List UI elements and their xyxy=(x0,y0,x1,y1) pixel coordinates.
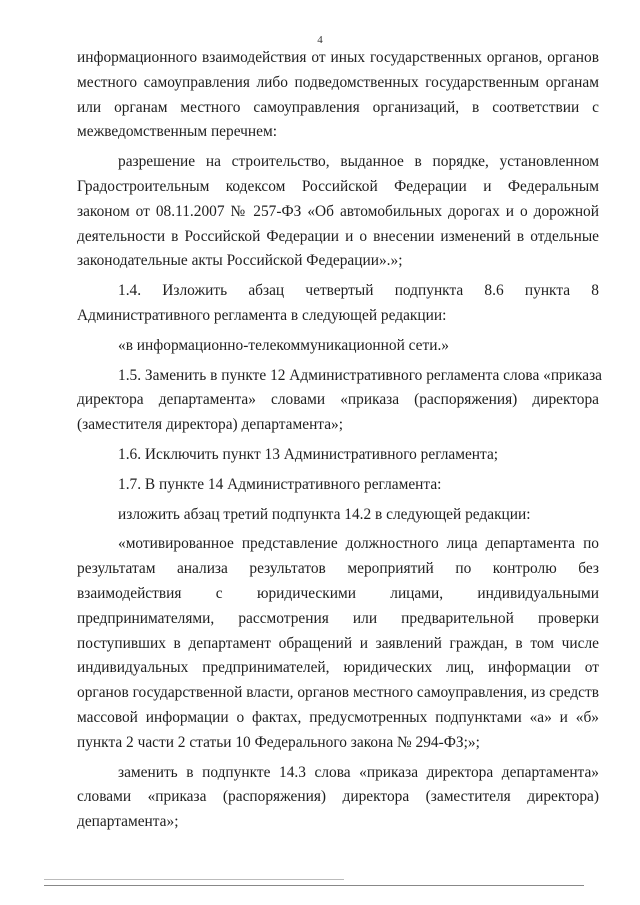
text-line: «в информационно-телекоммуникационной сети.» xyxy=(118,336,450,354)
text-line: законом от 08.11.2007 № 257-ФЗ «Об автомобильных дорогах и о дорожной xyxy=(77,202,599,220)
text-line: 1.4. Изложить абзац четвертый подпункта 8.6 пункта 8 xyxy=(118,282,599,300)
paragraph xyxy=(77,279,599,329)
text-line: местного самоуправления либо подведомственных государственным органам xyxy=(77,73,599,91)
text-line: 1.5. Заменить в пункте 12 Административного регламента слова «приказа xyxy=(118,366,602,384)
text-line: «мотивированное представление должностного лица департамента по xyxy=(118,535,599,553)
footer-divider xyxy=(44,885,584,886)
text-line: массовой информации о фактах, предусмотренных подпунктами «а» и «б» xyxy=(77,708,599,726)
footer-divider xyxy=(44,879,344,880)
text-line: результатам анализа результатов мероприятий по контролю без xyxy=(77,560,599,578)
paragraph xyxy=(77,364,602,438)
text-line: директора департамента» словами «приказа (распоряжения) директора xyxy=(77,391,599,409)
text-line: предпринимателями, рассмотрения или предварительной проверки xyxy=(77,609,599,627)
text-line: заменить в подпункте 14.3 слова «приказа директора департамента» xyxy=(118,763,599,781)
text-line: деятельности в Российской Федерации и о внесении изменений в отдельные xyxy=(77,227,599,245)
text-line: Градостроительным кодексом Российской Федерации и Федеральным xyxy=(77,177,599,195)
paragraph xyxy=(77,532,599,755)
text-line: разрешение на строительство, выданное в порядке, установленном xyxy=(118,153,599,171)
text-line: информационного взаимодействия от иных государственных органов, органов xyxy=(77,49,599,66)
paragraph xyxy=(77,443,599,468)
text-line: поступивших в департамент обращений и заявлений граждан, в том числе xyxy=(77,634,599,652)
paragraph xyxy=(77,334,599,359)
text-line: департамента»; xyxy=(77,813,179,831)
paragraph xyxy=(77,473,599,498)
text-line: 1.6. Исключить пункт 13 Административного регламента; xyxy=(118,445,499,463)
text-line: взаимодействия с юридическими лицами, индивидуальными xyxy=(77,584,599,602)
text-line: Административного регламента в следующей редакции: xyxy=(77,306,447,324)
text-line: пункта 2 части 2 статьи 10 Федерального закона № 294-ФЗ;»; xyxy=(77,733,480,751)
paragraph xyxy=(77,150,599,274)
text-line: (заместителя директора) департамента»; xyxy=(77,416,344,434)
text-line: словами «приказа (распоряжения) директора (заместителя директора) xyxy=(77,788,599,806)
text-line: индивидуальных предпринимателей, юридических лиц, информации от xyxy=(77,659,599,677)
text-line: межведомственным перечнем: xyxy=(77,123,277,141)
paragraph xyxy=(77,761,599,835)
text-line: или органам местного самоуправления организаций, в соответствии с xyxy=(77,98,599,116)
paragraph xyxy=(77,503,599,528)
page-number: 4 xyxy=(317,34,323,46)
text-line: законодательные акты Российской Федерации».»; xyxy=(77,252,403,270)
text-line: 1.7. В пункте 14 Административного регламента: xyxy=(118,475,442,493)
text-line: органов государственной власти, органов местного самоуправления, из средств xyxy=(77,684,599,702)
paragraph xyxy=(77,46,599,145)
document-body xyxy=(77,46,602,835)
text-line: изложить абзац третий подпункта 14.2 в следующей редакции: xyxy=(118,505,531,523)
